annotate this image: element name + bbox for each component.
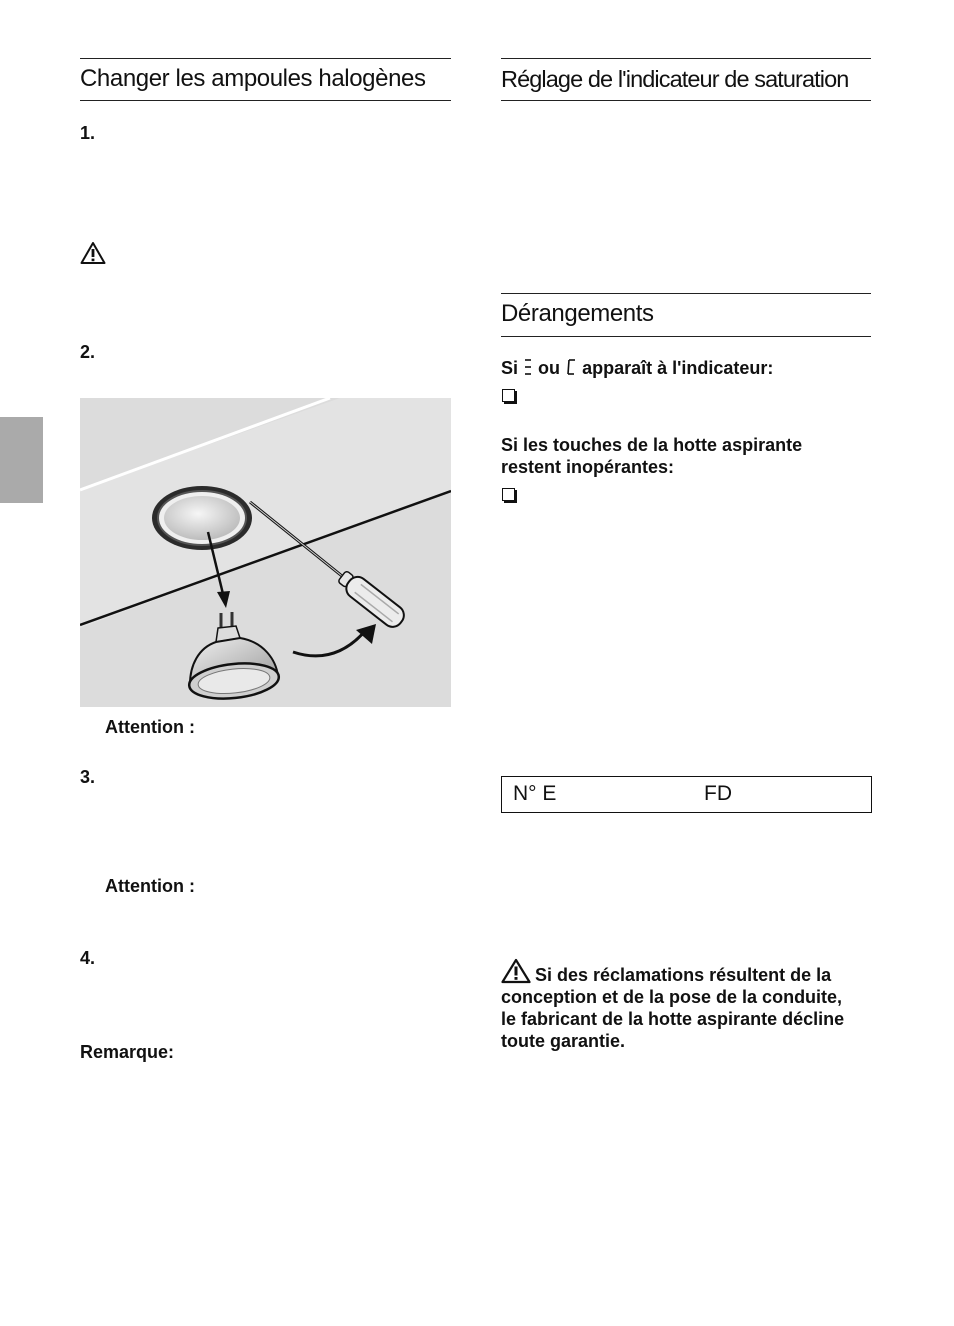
keys-heading-line-2: restent inopérantes: [501, 457, 675, 477]
step-3-number: 3. [80, 767, 96, 787]
warranty-line-2: conception et de la pose de la conduite, [501, 987, 843, 1007]
section-title-halogen: Changer les ampoules halogènes [80, 65, 426, 92]
warning-icon [80, 241, 106, 265]
fault-prefix: Si [501, 358, 519, 378]
fault-or: ou [538, 358, 561, 378]
fault-indicator-line [501, 357, 773, 379]
warning-triangle-icon [501, 958, 531, 984]
title-rule-top [80, 58, 451, 59]
step-2-number: 2. [80, 342, 96, 362]
step-4-number: 4. [80, 948, 96, 968]
saturation-rule-bottom [501, 100, 871, 101]
segment-display-e-icon [523, 358, 533, 376]
warranty-line-1: Si des réclamations résultent de la [535, 965, 832, 985]
segment-display-c-icon [565, 358, 577, 376]
title-rule-bottom [80, 100, 451, 101]
bulb-replacement-illustration [80, 398, 451, 707]
fd-label: FD [704, 782, 732, 805]
checkbox-square-icon [502, 389, 515, 402]
serial-number-box [501, 776, 872, 813]
remark-label: Remarque: [80, 1042, 175, 1062]
e-number-label: N° E [513, 782, 557, 805]
warranty-line-4: toute garantie. [501, 1031, 626, 1051]
section-tab-marker [0, 417, 43, 503]
warranty-notice [501, 958, 871, 1052]
attention-label-1: Attention : [105, 717, 195, 737]
step-1-number: 1. [80, 123, 96, 143]
keys-inoperative-heading [501, 434, 871, 478]
saturation-rule-top [501, 58, 871, 59]
attention-label-2: Attention : [105, 876, 195, 896]
warranty-line-3: le fabricant de la hotte aspirante décline [501, 1009, 845, 1029]
keys-heading-line-1: Si les touches de la hotte aspirante [501, 435, 803, 455]
section-title-faults: Dérangements [501, 300, 654, 327]
faults-rule-bottom [501, 336, 871, 337]
section-title-saturation: Réglage de l'indicateur de saturation [501, 66, 849, 92]
faults-rule-top [501, 293, 871, 294]
fault-suffix: apparaît à l'indicateur: [582, 358, 774, 378]
checkbox-square-icon [502, 488, 515, 501]
